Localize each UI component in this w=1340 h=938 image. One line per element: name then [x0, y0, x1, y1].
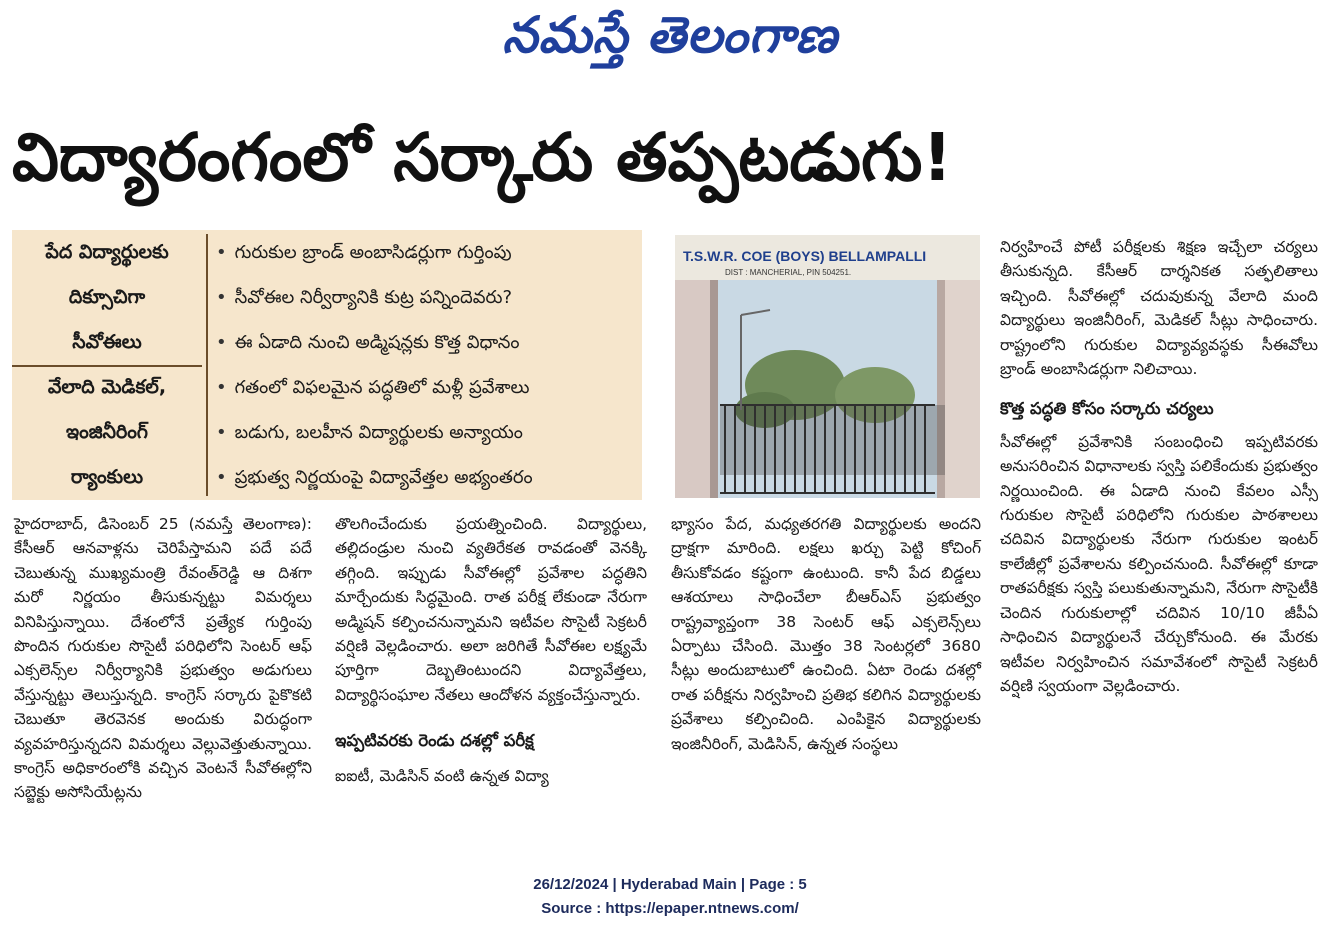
- article-column-1: [14, 512, 312, 844]
- highlight-divider: [12, 365, 202, 367]
- highlights-box: [12, 230, 642, 500]
- highlight-bullet: • గురుకుల బ్రాండ్ అంబాసిడర్లుగా గుర్తింపు: [216, 230, 636, 275]
- masthead: [0, 6, 1340, 78]
- article-column-2: [335, 512, 647, 844]
- article-column-4: [1000, 235, 1318, 845]
- highlight-bullet: • బడుగు, బలహీన విద్యార్థులకు అన్యాయం: [216, 410, 636, 455]
- article-subhead: ఇప్పటివరకు రెండు దశల్లో పరీక్ష: [335, 731, 534, 751]
- highlight-bullet: • సీవోఈల నిర్వీర్యానికి కుట్ర పన్నిందెవరు?: [216, 275, 636, 320]
- school-gate-photo: [675, 235, 980, 498]
- photo-sign-text: T.S.W.R. COE (BOYS) BELLAMPALLI: [683, 248, 927, 264]
- photo-sign-subtext: DIST : MANCHERIAL, PIN 504251.: [725, 268, 852, 277]
- headline: విద్యారంగంలో సర్కారు తప్పటడుగు!: [12, 119, 953, 196]
- article-column-3: [671, 512, 981, 844]
- highlight-left-line: పేద విద్యార్థులకు: [45, 241, 169, 263]
- footer-date-edition: 26/12/2024 | Hyderabad Main | Page : 5: [533, 876, 807, 893]
- article-paragraph: ఐఐటీ, మెడిసిన్ వంటి ఉన్నత విద్యా: [335, 766, 549, 785]
- highlight-bullet: • ప్రభుత్వ నిర్ణయంపై విద్యావేత్తల అభ్యంతరం: [216, 455, 636, 500]
- article-paragraph: భ్యాసం పేద, మధ్యతరగతి విద్యార్థులకు అందని ద్రాక్షగా మారింది. లక్షలు ఖర్చు పెట్టి కోచింగ్ తీసుకోవడం కష్టంగా ఉంటుంది. కానీ పేద బిడ్డలు ఆశయాలు సాధించేలా బీఆర్‌ఎస్ ప్రభుత్వం రాష్ట్రవ్యాప్తంగా 38 సెంటర్ ఆఫ్ ఎక్సలెన్స్‌లు ఏర్పాటు చేసింది. మొత్తం 38 సెంటర్లలో 3680 సీట్లు అందుబాటులో ఉంచింది. ఏటా రెండు దశల్లో రాత పరీక్షను నిర్వహించి ప్రతిభ కలిగిన విద్యార్థులకు ప్రవేశాలు కల్పించింది. ఎంపికైన విద్యార్థులకు ఇంజినీరింగ్, మెడిసిన్, ఉన్నత సంస్థలు: [671, 515, 981, 753]
- article-paragraph: నిర్వహించే పోటీ పరీక్షలకు శిక్షణ ఇచ్చేలా చర్యలు తీసుకున్నది. కేసీఆర్ దార్శనికత సత్ఫలితాలు ఇచ్చింది. సీవోఈల్లో చదువుకున్న వేలాది మంది విద్యార్థులు ఇంజినీరింగ్, మెడికల్ సీట్లు సాధించారు. రాష్ట్రంలోని గురుకుల విద్యావ్యవస్థకు సీఈవోలు బ్రాండ్ అంబాసిడర్లుగా నిలిచాయి.: [1000, 238, 1318, 379]
- highlight-left-line: ఇంజినీరింగ్: [66, 421, 148, 443]
- highlight-bullet: • ఈ ఏడాది నుంచి అడ్మిషన్లకు కొత్త విధానం: [216, 320, 636, 365]
- footer-source[interactable]: Source : https://epaper.ntnews.com/: [541, 900, 799, 917]
- highlight-bullet: • గతంలో విఫలమైన పద్ధతిలో మళ్లీ ప్రవేశాలు: [216, 365, 636, 410]
- highlight-left-line: వేలాది మెడికల్,: [47, 376, 167, 398]
- article-paragraph: హైదరాబాద్, డిసెంబర్ 25 (నమస్తే తెలంగాణ): కేసీఆర్ ఆనవాళ్లను చెరిపేస్తామని పదే పదే చెబుతున్న ముఖ్యమంత్రి రేవంత్‌రెడ్డి ఆ దిశగా మరో నిర్ణయం తీసుకున్నట్టు విమర్శలు వినిపిస్తున్నాయి. దేశంలోనే ప్రత్యేక గుర్తింపు పొందిన గురుకుల సొసైటీ పరిధిలోని సెంటర్ ఆఫ్ ఎక్సలెన్స్‌ల నిర్వీర్యానికి ప్రభుత్వం అడుగులు వేస్తున్నట్టు తెలుస్తున్నది. కాంగ్రెస్ సర్కారు పైకొకటి చెబుతూ తెరవెనక అందుకు విరుద్ధంగా వ్యవహరిస్తున్నదని విమర్శలు వెల్లువెత్తుతున్నాయి. కాంగ్రెస్ అధికారంలోకి వచ్చిన వెంటనే సీవోఈల్లోని సబ్జెక్టు అసోసియేట్లను: [14, 515, 312, 802]
- highlight-left-line: సీవోఈలు: [72, 331, 142, 353]
- highlights-bullets: [216, 230, 636, 500]
- highlight-vertical-divider: [206, 234, 208, 496]
- article-subhead: కొత్త పద్ధతి కోసం సర్కారు చర్యలు: [1000, 399, 1214, 419]
- highlight-left-line: దిక్సూచిగా: [68, 286, 146, 308]
- highlight-left-line: ర్యాంకులు: [70, 466, 144, 488]
- photo-illustration: [675, 235, 980, 498]
- article-paragraph: సీవోఈల్లో ప్రవేశానికి సంబంధించి ఇప్పటివరకు అనుసరించిన విధానాలకు స్వస్తి పలికేందుకు ప్రభుత్వం నిర్ణయించింది. ఈ ఏడాది నుంచి కేవలం ఎస్సీ గురుకుల సొసైటీ పరిధిలోని గురుకుల పాఠశాలలు చదివిన విద్యార్థులకు నేరుగా గురుకుల ఇంటర్ కాలేజీల్లో ప్రవేశాలను కల్పించనుంది. సీవోఈల్లో కూడా రాతపరీక్షకు స్వస్తి పలుకుతున్నామని, నేరుగా సొసైటీకి చెందిన గురుకులాల్లో చదివిన 10/10 జీపీఏ సాధించిన విద్యార్థులనే చేర్చుకోనుంది. ఈ మేరకు ఇటీవల నిర్వహించిన సమావేశంలో సొసైటీ సెక్రటరీ వర్షిణి స్వయంగా వెల్లడించారు.: [1000, 432, 1318, 695]
- article-paragraph: తొలగించేందుకు ప్రయత్నించింది. విద్యార్థులు, తల్లిదండ్రుల నుంచి వ్యతిరేకత రావడంతో వెనక్కి తగ్గింది. ఇప్పుడు సీవోఈల్లో ప్రవేశాల పద్ధతిని మార్చేందుకు సిద్ధమైంది. రాత పరీక్ష లేకుండా నేరుగా అడ్మిషన్ కల్పించనున్నామని ఇటీవల సొసైటీ సెక్రటరీ వర్షిణి వెల్లడించారు. అలా జరిగితే సీవోఈల లక్ష్యమే పూర్తిగా దెబ్బతింటుందని విద్యావేత్తలు, విద్యార్థిసంఘాల నేతలు ఆందోళన వ్యక్తంచేస్తున్నారు.: [335, 515, 647, 704]
- newspaper-logo: నమస్తే తెలంగాణ: [502, 6, 838, 64]
